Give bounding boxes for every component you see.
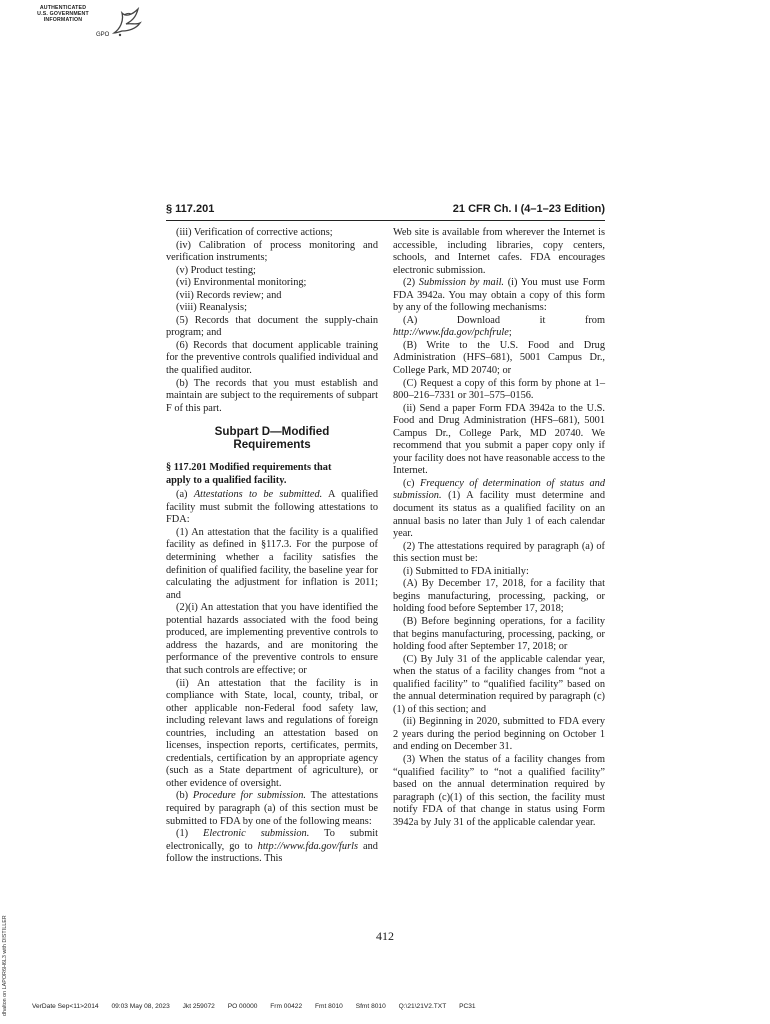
right-column (393, 227, 605, 829)
paragraph-label: (1) (176, 828, 189, 840)
section-heading-line-1: § 117.201 Modified requirements that (166, 462, 332, 474)
paragraph-label: (b) (176, 790, 189, 802)
paragraph-c (393, 478, 605, 541)
paragraph: (5) Records that document the supply-chain program; and (166, 314, 378, 339)
paragraph: (ii) Send a paper Form FDA 3942a to the U.S. Food and Drug Administration (HFS–681), 5001 Campus Dr., College Park, MD 20740. We recommend that you submit a paper copy only if your facility does not have reasonable access to the Internet. (393, 402, 605, 477)
paragraph: (iii) Verification of corrective actions; (176, 227, 333, 238)
paragraph: (ii) An attestation that the facility is in compliance with State, local, county, tribal, or other applicable non-Federal food safety law, including relevant laws and regulations of foreign countries, including an attestation based on licenses, inspection reports, certificates, permits, credentials, certification by an appropriate agency (such as a State department of agriculture), or other evidence of oversight. (166, 677, 378, 789)
eagle-icon (110, 7, 142, 41)
paragraph: (B) Before beginning operations, for a facility that begins manufacturing, processing, packing, or holding food after September 17, 2018; or (393, 615, 605, 653)
footer-time: 09:03 May 08, 2023 (111, 1003, 170, 1010)
paragraph: (ii) Beginning in 2020, submitted to FDA every 2 years during the period beginning on October 1 and ending on December 31. (393, 716, 605, 753)
paragraph-heading: Frequency of determination of status and submission. (393, 477, 605, 502)
paragraph-b1 (166, 828, 378, 866)
left-column (166, 227, 378, 866)
footer-fmt: Fmt 8010 (314, 1003, 343, 1010)
footer-po: PO 00000 (227, 1003, 258, 1010)
gpo-authentication-logo (24, 5, 142, 49)
footer-sfmt: Sfmt 8010 (355, 1003, 386, 1010)
subpart-heading-line-1: Subpart D—Modified (214, 425, 330, 439)
paragraph-2 (393, 277, 605, 315)
paragraph: (B) Write to the U.S. Food and Drug Administration (HFS–681), 5001 Campus Dr., College Park, MD 20740; or (393, 339, 605, 377)
subpart-heading-line-2: Requirements (233, 438, 311, 452)
paragraph-text: (A) Download it from (403, 314, 605, 326)
paragraph-text: A qualified facility must submit the following attestations to FDA: (166, 489, 379, 526)
paragraph: (v) Product testing; (176, 264, 256, 276)
paragraph: (iv) Calibration of process monitoring and verification instruments; (166, 239, 378, 264)
logo-gpo: GPO (96, 32, 110, 38)
paragraph: (vii) Records review; and (176, 289, 282, 301)
logo-line-1: AUTHENTICATED (39, 5, 87, 11)
paragraph: (2) The attestations required by paragraph (a) of this section must be: (393, 540, 605, 565)
footer-path: Q:\21\21V2.TXT (398, 1003, 447, 1010)
paragraph-text: To submit electronically, go to (166, 828, 378, 852)
paragraph-text: and follow the instructions. This (166, 840, 378, 865)
section-heading (166, 462, 378, 487)
paragraph: (vi) Environmental monitoring; (176, 277, 307, 289)
paragraph: (b) The records that you must establish and maintain are subject to the requirements of subpart F of this part. (166, 377, 378, 414)
footer-code: PC31 (459, 1003, 476, 1010)
paragraph-heading: Submission by mail. (418, 277, 505, 289)
paragraph: (C) By July 31 of the applicable calendar year, when the status of a facility changes from “not a qualified facility” to “qualified facility” based on the annual determination required by paragraph (c)(1) of this section; and (393, 653, 605, 715)
print-footer (32, 1003, 487, 1010)
paragraph-text: The attestations required by paragraph (a) of this section must be submitted to FDA by one of the following means: (166, 790, 378, 827)
paragraph-b (166, 790, 378, 828)
paragraph-text: (1) A facility must determine and document its status as a qualified facility on an annual basis no later than July 1 of each calendar year. (393, 490, 605, 540)
pchfrule-link[interactable]: http://www.fda.gov/pchfrule (393, 327, 509, 339)
paragraph: (viii) Reanalysis; (176, 302, 247, 314)
header-rule (166, 220, 605, 221)
paragraph-text: (i) You must use Form FDA 3942a. You may obtain a copy of this form by any of the following mechanisms: (393, 277, 605, 314)
paragraph-a (166, 489, 378, 527)
paragraph-label: (c) (403, 477, 415, 489)
paragraph: Web site is available from wherever the Internet is accessible, including libraries, copy centers, schools, and Internet cafes. FDA encourages electronic submission. (393, 227, 605, 276)
paragraph: (A) By December 17, 2018, for a facility that begins manufacturing, processing, packing, or holding food before September 17, 2018; (393, 578, 605, 615)
furls-link[interactable]: http://www.fda.gov/furls (257, 840, 359, 852)
paragraph: (6) Records that document applicable training for the preventive controls qualified individual and the qualified auditor. (166, 339, 378, 377)
paragraph-text: ; (508, 327, 512, 339)
paragraph: (i) Submitted to FDA initially: (403, 565, 529, 577)
page-number: 412 (376, 929, 394, 943)
paragraph-heading: Procedure for submission. (192, 790, 306, 802)
footer-frm: Frm 00422 (270, 1003, 303, 1010)
logo-line-2: U.S. GOVERNMENT (37, 11, 89, 17)
footer-jkt: Jkt 259072 (182, 1003, 215, 1010)
paragraph-label: (2) (403, 277, 416, 289)
paragraph: (2)(i) An attestation that you have identified the potential hazards associated with the food being produced, are implementing preventive controls to address the hazards, and are monitoring the performance of the preventive controls to ensure that such controls are effective; or (166, 602, 378, 676)
logo-line-3: INFORMATION (43, 17, 83, 23)
paragraph-heading: Electronic submission. (203, 828, 310, 840)
section-header: § 117.201 (166, 203, 215, 215)
section-heading-line-2: apply to a qualified facility. (166, 474, 287, 486)
paragraph: (C) Request a copy of this form by phone at 1–800–216–7331 or 301–575–0156. (393, 377, 605, 402)
side-note: dhalton on LAPOR6H6L3 with DISTILLER (2, 915, 8, 1016)
paragraph-A (393, 315, 605, 340)
edition-header: 21 CFR Ch. I (4–1–23 Edition) (452, 203, 605, 215)
footer-verdate: VerDate Sep<11>2014 (32, 1003, 99, 1010)
paragraph-label: (a) (176, 489, 188, 501)
paragraph-heading: Attestations to be submitted. (193, 489, 323, 501)
paragraph: (3) When the status of a facility changes from “qualified facility” to “not a qualified facility” based on the annual determination required by paragraph (c)(1) of this section, the facility must notify FDA of that change in status using Form 3942a by July 31 of the applicable calendar year. (393, 753, 605, 828)
paragraph: (1) An attestation that the facility is a qualified facility as defined in §117.3. For the purpose of determining whether a facility satisfies the definition of qualified facility, the baseline year for calculating the adjustment for inflation is 2011; and (166, 526, 378, 601)
logo-text (24, 5, 102, 23)
subpart-heading (166, 425, 378, 451)
